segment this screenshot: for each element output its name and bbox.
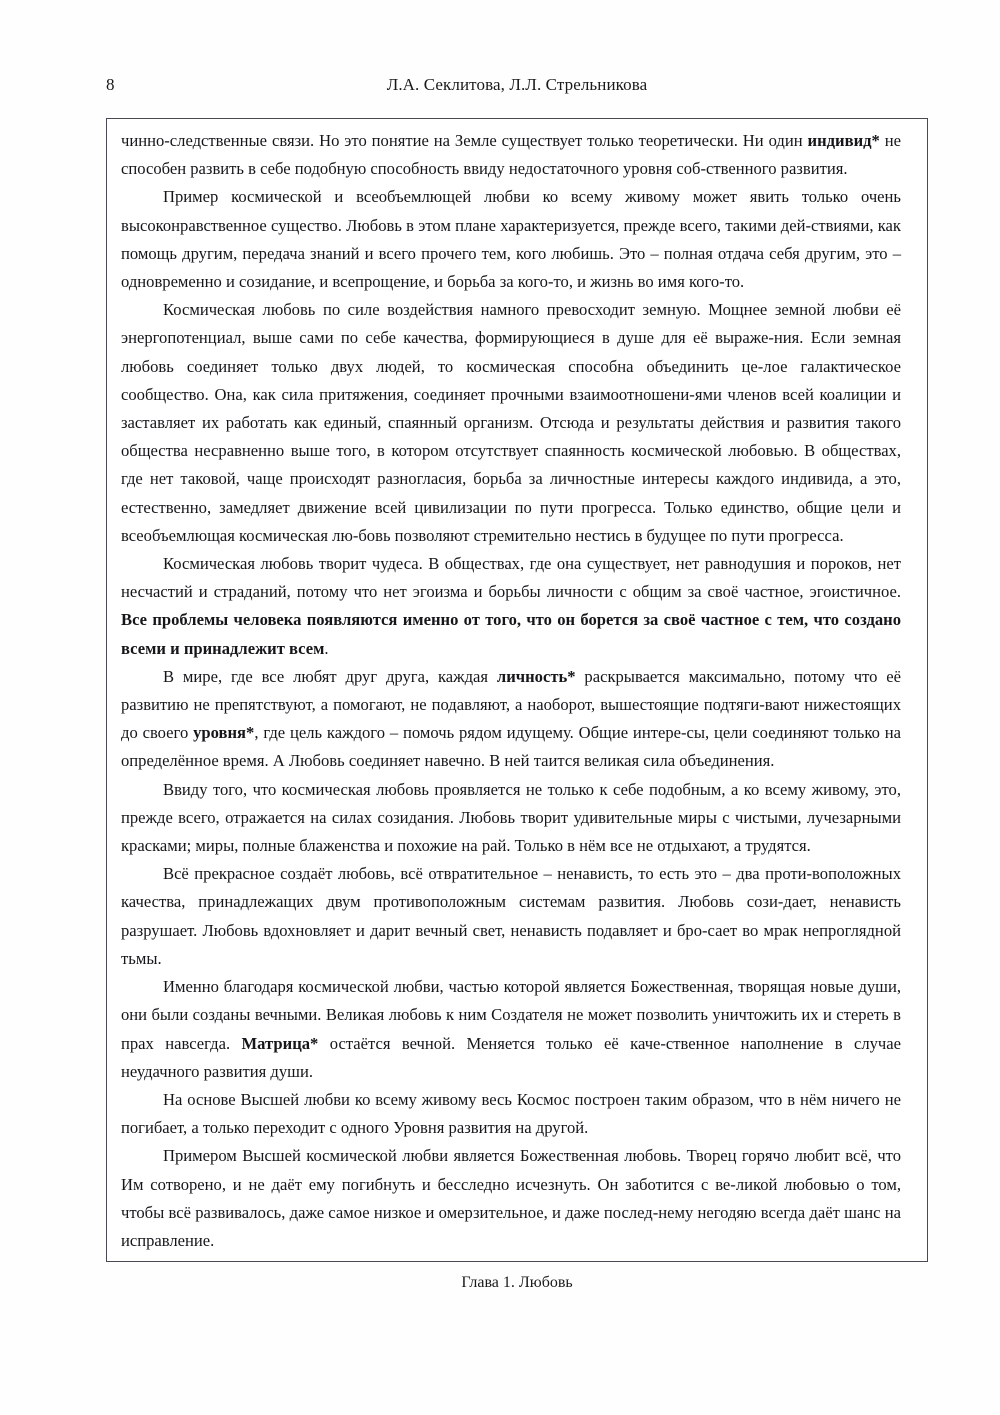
body-text: Космическая любовь по силе воздействия намного превосходит земную. Мощнее земной любви её энергопотенциал, выше сами по себе качества, формирующиеся в душе для её выраже-ния. Если земная любовь соединяет только двух людей, то космическая способна объединить це-лое галактическое сообщество. Она, как сила притяжения, соединяет прочными взаимоотношени-ями членов всей коалиции и заставляет их работать как единый, спаянный организм. Отсюда и результаты действия и развития такого общества несравненно выше того, в котором отсутствует спаянность космической любовью. В обществах, где нет таковой, чаще происходят разногласия, борьба за личностные интересы каждого индивида, а это, естественно, замедляет движение всей цивилизации по пути прогресса. Только единство, общие цели и всеобъемлющая космическая лю-бовь позволяют стремительно нестись в будущее по пути прогресса. (121, 300, 901, 545)
body-text: , где цель каждого – помочь рядом идущему. Общие интере-сы, цели соединяют только на определённое время. А Любовь соединяет навечно. В ней таится великая сила объединения. (121, 723, 901, 771)
body-text: Примером Высшей космической любви является Божественная любовь. Творец горячо любит всё, что Им сотворено, и не даёт ему погибнуть и бесследно исчезнуть. Он заботится с ве-ликой любовью о том, чтобы всё развивалось, даже самое низкое и омерзительное, и даже послед-нему негодяю всегда даёт шанс на исправление. (121, 1146, 901, 1250)
running-head-authors: Л.А. Секлитова, Л.Л. Стрельникова (386, 74, 648, 94)
paragraph (121, 776, 901, 861)
body-text: раскрывается максимально, потому что её развитию не препятствуют, а помогают, не подавляют, а наоборот, вышестоящие подтяги-вают нижестоящих до своего (121, 666, 902, 743)
paragraph (121, 663, 901, 776)
emphasis-text: индивид* (807, 131, 880, 150)
body-text: чинно-следственные связи. Но это понятие на Земле существует только теоретически. Ни один (121, 131, 808, 150)
body-text: . (324, 638, 329, 658)
emphasis-text: уровня* (193, 723, 255, 743)
paragraph (121, 127, 901, 183)
paragraph (121, 183, 901, 296)
emphasis-text: Матрица* (241, 1033, 319, 1053)
paragraph (121, 1086, 901, 1142)
paragraph (121, 550, 901, 663)
chapter-footer: Глава 1. Любовь (461, 1274, 573, 1291)
body-text: Ввиду того, что космическая любовь проявляется не только к себе подобным, а ко всему живому, это, прежде всего, отражается на силах созидания. Любовь творит удивительные миры с чистыми, лучезарными красками; миры, полные блаженства и похожие на рай. Только в нём все не отдыхают, а трудятся. (121, 779, 901, 856)
text-frame-border (106, 118, 928, 1262)
body-text: Пример космической и всеобъемлющей любви ко всему живому может явить только очень высоконравственное существо. Любовь в этом плане характеризуется, прежде всего, такими дей-ствиями, как помощь другим, передача знаний и всего прочего тем, кого любишь. Это – полная отдача себя другим, это – одновременно и созидание, и всепрощение, и борьба за кого-то, и жизнь во имя кого-то. (121, 187, 901, 292)
body-text: Космическая любовь творит чудеса. В обществах, где она существует, нет равнодушия и пороков, нет несчастий и страданий, потому что нет эгоизма и борьбы личности с общим за своё частное, эгоистичное. (121, 554, 901, 602)
running-head (106, 70, 928, 98)
body-text: Именно благодаря космической любви, частью которой является Божественная, творящая новые души, они были созданы вечными. Великая любовь к ним Создателя не может позволить уничтожить их и стереть в прах навсегда. (121, 977, 901, 1053)
body-text: остаётся вечной. Меняется только её каче-ственное наполнение в случае неудачного развития души. (121, 1033, 901, 1081)
emphasis-text: Все проблемы человека появляются именно от того, что он борется за своё частное с тем, что создано всеми и принадлежит всем (121, 610, 901, 658)
emphasis-text: личность* (496, 666, 576, 686)
body-text: не способен развить в себе подобную способность ввиду недостаточного уровня соб-ственного развития. (121, 131, 901, 179)
paragraph (121, 860, 901, 973)
paragraph (121, 973, 901, 1086)
paragraph (121, 1142, 901, 1255)
page-number: 8 (106, 74, 115, 94)
body-text: На основе Высшей любви ко всему живому весь Космос построен таким образом, что в нём ничего не погибает, а только переходит с одного Уровня развития на другой. (121, 1089, 901, 1138)
body-text: В мире, где все любят друг друга, каждая (163, 666, 497, 686)
paragraph (121, 296, 901, 550)
body-text-block (121, 127, 901, 1255)
body-text: Всё прекрасное создаёт любовь, всё отвратительное – ненависть, то есть это – два проти-воположных качества, принадлежащих двум противоположным системам развития. Любовь сози-дает, ненависть разрушает. Любовь вдохновляет и дарит вечный свет, ненависть подавляет и бро-сает во мрак непроглядной тьмы. (121, 864, 901, 968)
